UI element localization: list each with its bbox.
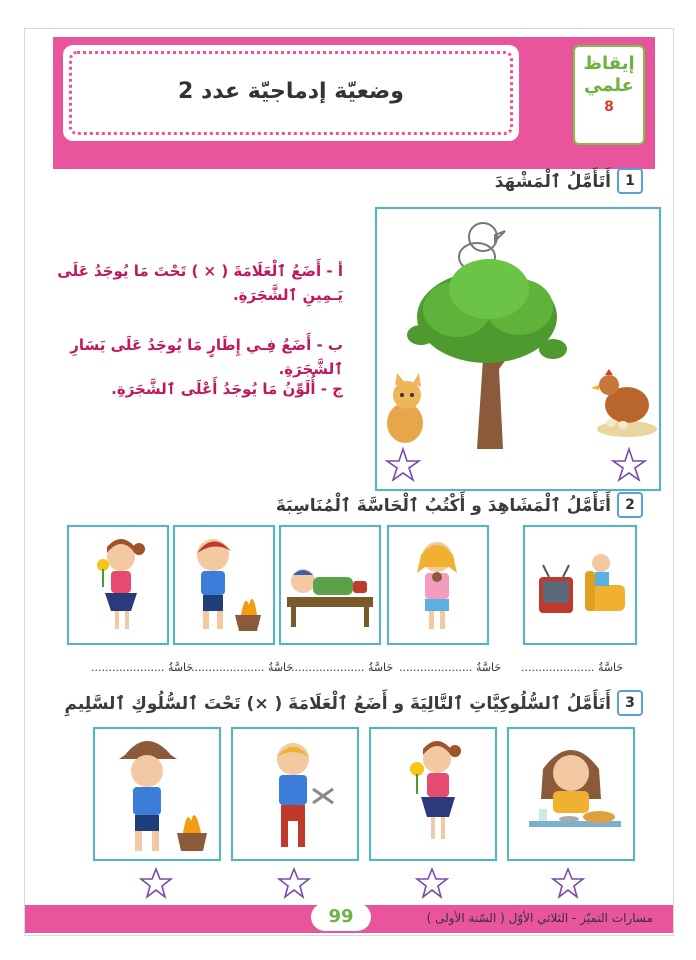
q3-title: أَتَأَمَّلُ ٱلسُّلُوكِيَّاتِ ٱلتَّالِيَةَ و أَضَعُ ٱلْعَلَامَةَ ( ×) تَحْتَ ٱلسُّلُوكِ ٱلسَّلِيمِ (64, 693, 611, 714)
hen-icon (591, 369, 657, 437)
scene-boy-watching-tv (523, 525, 637, 645)
star-icon[interactable] (277, 867, 311, 899)
scene-boy-sleeping (279, 525, 381, 645)
badge-subject-line2: علمي (584, 75, 634, 96)
q1-title: أَتَأَمَّلُ ٱلْمَشْهَدَ (494, 171, 611, 192)
boy-watching-tv-icon (539, 554, 625, 613)
boy-running-with-scissors-icon (277, 743, 333, 847)
title-box (63, 45, 519, 141)
girl-eating-icon (417, 542, 457, 629)
star-icon[interactable] (387, 449, 419, 480)
q2-heading (276, 491, 643, 519)
behavior-boy-scissors (231, 727, 359, 861)
page-number: 99 (311, 903, 371, 931)
star-icon[interactable] (139, 867, 173, 899)
sense-label-5: حَاسَّةُ ..................... (521, 661, 624, 674)
behavior-girl-flower (369, 727, 497, 861)
behavior-boy-fire (93, 727, 221, 861)
q2-number: 2 (617, 492, 643, 518)
badge-number: 8 (604, 99, 614, 115)
q1-number: 1 (617, 168, 643, 194)
sense-label-1: حَاسَّةُ ..................... (91, 661, 194, 674)
star-icon[interactable] (415, 867, 449, 899)
worksheet-page (24, 28, 674, 936)
q1-instruction-b: ب - أَضَعُ فِـي إِطَارٍ مَا يُوجَدُ عَلَى يَسَارِ ٱلشَّجَرَةِ. (70, 336, 343, 378)
star-icon[interactable] (551, 867, 585, 899)
scene-girl-smelling-flower (67, 525, 169, 645)
girl-eating-meal-icon (529, 750, 621, 827)
behavior-girl-eating (507, 727, 635, 861)
tree-scene (375, 207, 661, 491)
q2-title: أَتَأَمَّلُ ٱلْمَشَاهِدَ و أَكْتُبُ ٱلْحَاسَّةَ ٱلْمُنَاسِبَةَ (275, 495, 611, 516)
boy-with-hat-near-fire-icon (119, 741, 207, 851)
girl-smelling-flower-icon (410, 741, 461, 839)
sense-label-4: حَاسَّةُ ..................... (399, 661, 502, 674)
sense-label-2: حَاسَّةُ ..................... (191, 661, 294, 674)
subject-badge (573, 45, 645, 145)
cat-icon (387, 373, 423, 443)
sense-label-3: حَاسَّةُ ..................... (291, 661, 394, 674)
footer-bar (25, 905, 673, 933)
badge-subject-line1: إيقاظ (583, 53, 635, 74)
page-title: وضعيّة إدماجيّة عدد 2 (178, 79, 404, 104)
q3-heading (64, 689, 643, 717)
scene-boy-touching-fire (173, 525, 275, 645)
footer-text: مسارات التميّز - الثلاثي الأوّل ( السّنة الأولى ) (426, 911, 653, 925)
star-icon[interactable] (613, 449, 645, 480)
scene-girl-eating (387, 525, 489, 645)
q1-instruction-a: أ - أَضَعُ ٱلْعَلَامَةَ ( × ) تَحْتَ مَا يُوجَدُ عَلَى يَـمِينِ ٱلشَّجَرَةِ. (57, 262, 343, 304)
q1-instruction-c: ج - أُلَوِّنُ مَا يُوجَدُ أَعْلَى ٱلشَّجَرَةِ. (111, 380, 343, 398)
boy-near-fire-icon (197, 539, 261, 631)
tree-icon (407, 259, 567, 449)
q1-heading (495, 167, 643, 195)
q3-number: 3 (617, 690, 643, 716)
sleeping-boy-icon (287, 569, 373, 627)
header-banner (53, 37, 655, 169)
girl-smelling-flower-icon (97, 539, 145, 629)
